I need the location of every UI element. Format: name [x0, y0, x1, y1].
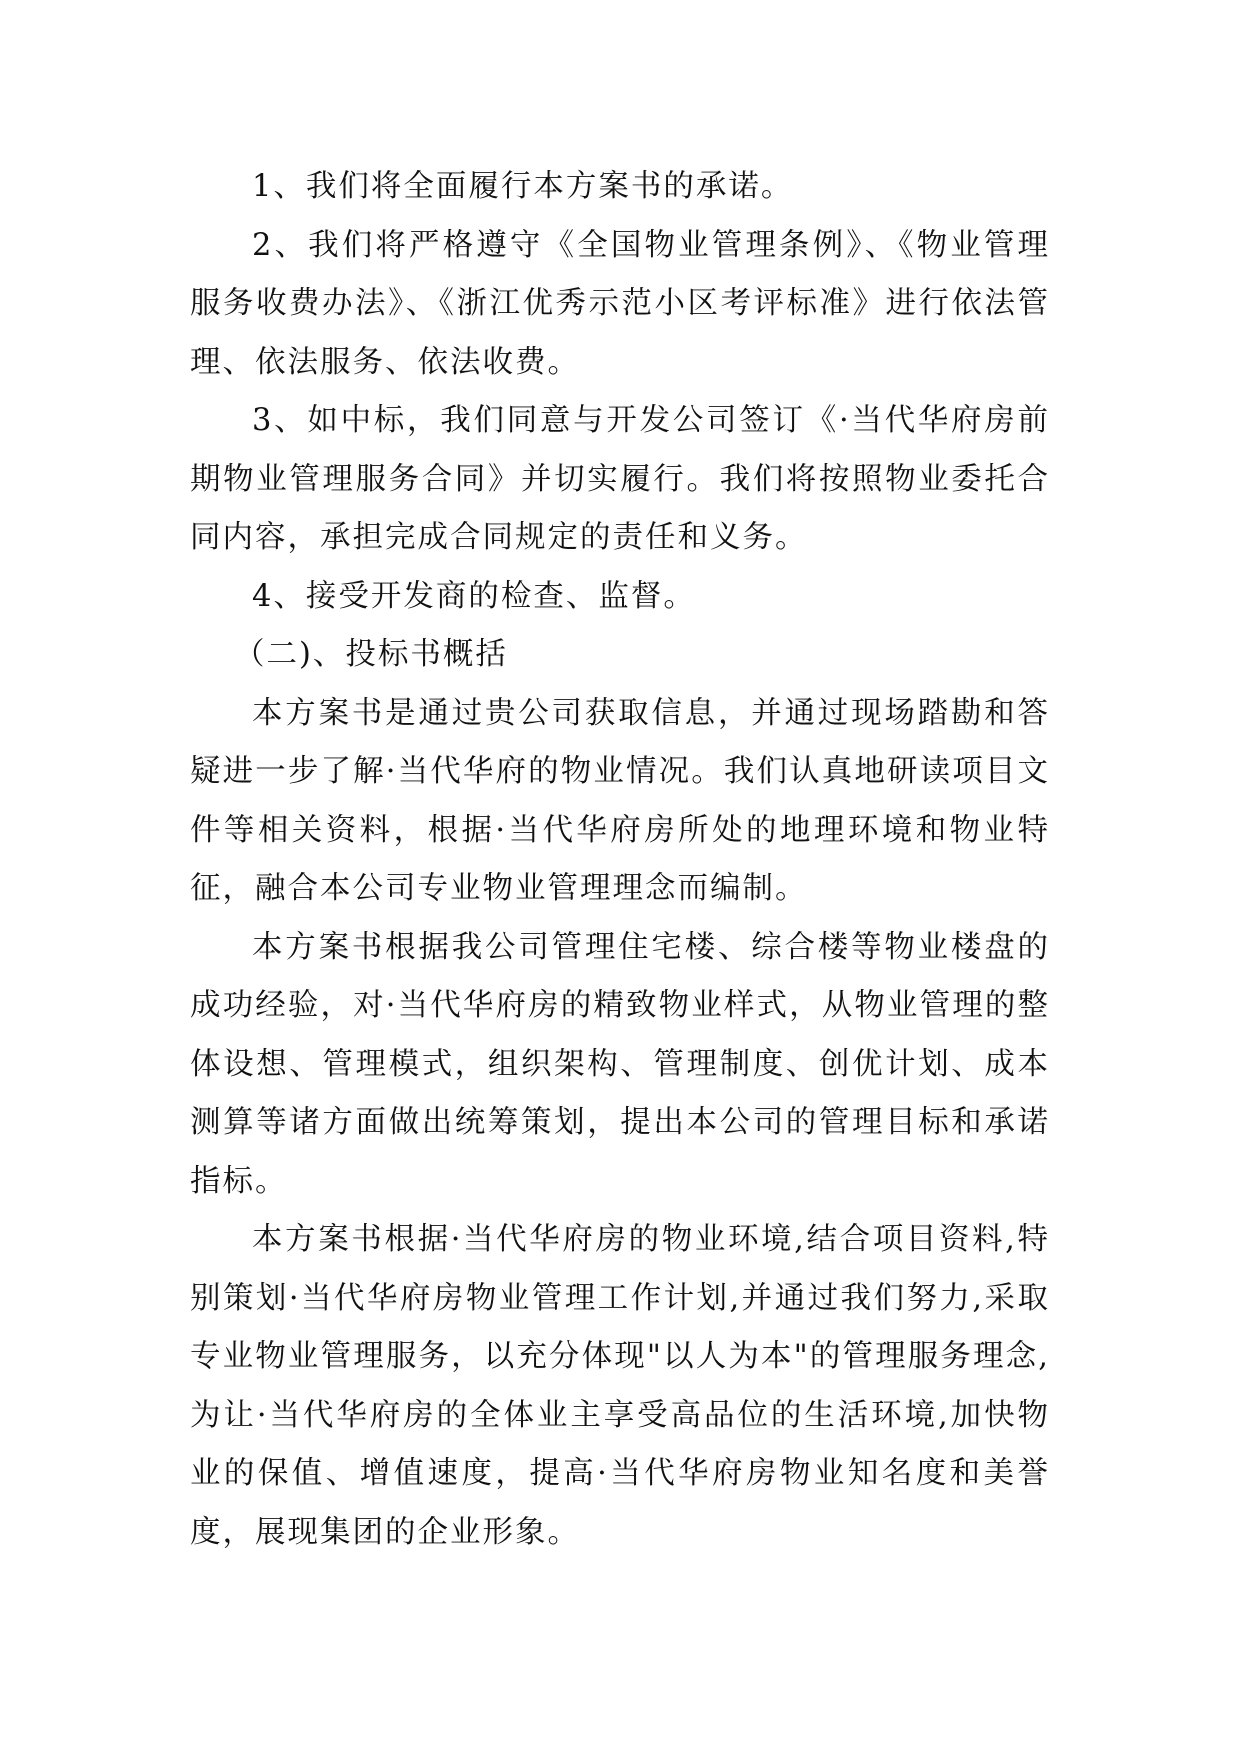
- section-heading: （二)、投标书概括: [234, 637, 508, 672]
- commitment-paragraph-3: 3、如中标，我们同意与开发公司签订《·当代华府房前期物业管理服务合同》并切实履行。我们将按照物业委托合同内容，承担完成合同规定的责任和义务。: [190, 403, 1050, 555]
- overview-paragraph-3: 本方案书根据·当代华府房的物业环境,结合项目资料,特别策划·当代华府房物业管理工作计划,并通过我们努力,采取专业物业管理服务，以充分体现"以人为本"的管理服务理念,为让·当代华府房的全体业主享受高品位的生活环境,加快物业的保值、增值速度，提高·当代华府房物业知名度和美誉度，展现集团的企业形象。: [190, 1222, 1050, 1550]
- commitment-paragraph-4: 4、接受开发商的检查、监督。: [252, 578, 696, 614]
- commitment-paragraph-1: 1、我们将全面履行本方案书的承诺。: [252, 169, 794, 204]
- overview-paragraph-2: 本方案书根据我公司管理住宅楼、综合楼等物业楼盘的成功经验，对·当代华府房的精致物业样式，从物业管理的整体设想、管理模式，组织架构、管理制度、创优计划、成本测算等诸方面做出统筹策划，提出本公司的管理目标和承诺指标。: [190, 929, 1050, 1199]
- overview-paragraph-1: 本方案书是通过贵公司获取信息，并通过现场踏勘和答疑进一步了解·当代华府的物业情况。我们认真地研读项目文件等相关资料，根据·当代华府房所处的地理环境和物业特征，融合本公司专业物业管理理念而编制。: [190, 695, 1050, 906]
- document-body: [190, 158, 1050, 1562]
- commitment-paragraph-2: 2、我们将严格遵守《全国物业管理条例》、《物业管理服务收费办法》、《浙江优秀示范小区考评标准》进行依法管理、依法服务、依法收费。: [190, 227, 1050, 380]
